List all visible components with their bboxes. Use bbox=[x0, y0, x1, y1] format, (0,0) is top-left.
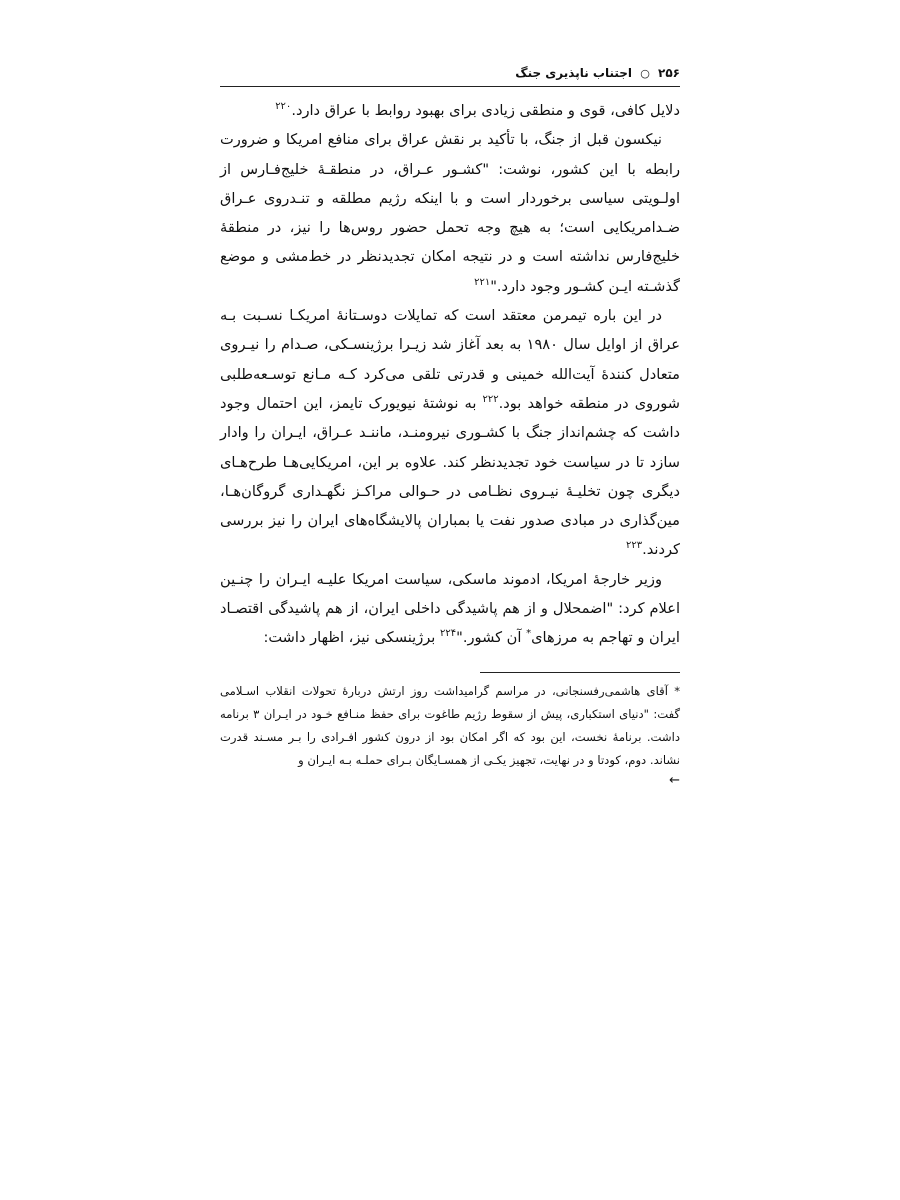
body-text bbox=[220, 96, 680, 653]
header-rule bbox=[220, 86, 680, 87]
footnote bbox=[220, 680, 680, 790]
header-separator-icon: ○ bbox=[640, 67, 650, 80]
footnote-reference: ۲۲۴ bbox=[440, 628, 457, 640]
footnote-asterisk: * bbox=[526, 628, 532, 640]
paragraph-1: دلایل کافی، قوی و منطقی زیادی برای بهبود روابط با عراق دارد.$^{۲۲۰}$ bbox=[275, 101, 680, 119]
footnote-reference: ۲۲۲ bbox=[482, 393, 499, 405]
footnote-text: * آقای هاشمی‌رفسنجانی، در مراسم گرامیداشت روز ارتش دربارهٔ تحولات انقلاب اسـلامی گفت: "دنیای استکباری، پیش از سقوط رژیم طاغوت برای حفظ منـافع خـود در ایـران ۳ برنامه داشت. برنامهٔ نخست، این بود که اگر امکان بود از درون کشور افـرادی را بـر مسـند قدرت نشاند. دوم، کودتا و در نهایت، تجهیز یکـی از همسـایگان بـرای حملـه بـه ایـران و bbox=[220, 684, 680, 767]
paragraph-2: نیکسون قبل از جنگ، با تأکید بر نقش عراق برای منافع امریکا و ضرورت رابطه با این کشور، نوشت: "کشـور عـراق، در منطقـهٔ خلیج‌فـارس از اولـویتی سیاسی برخوردار است و با اینکه رژیم مطلقه و تنـدروی عـراق ضـدامریکایی است؛ به هیچ وجه تحمل حضور روس‌ها را نیز، در منطقهٔ خلیج‌فارس نداشته است و در نتیجه امکان تجدیدنظر در خط‌مشی و موضع گذشـته ایـن کشـور وجود دارد."$^{۲۲۱}$ bbox=[220, 131, 680, 295]
running-title: اجتناب ناپذیری جنگ bbox=[515, 66, 633, 80]
page-number: ۲۵۶ bbox=[658, 66, 680, 80]
running-header bbox=[220, 66, 680, 80]
footnote-reference: ۲۲۰ bbox=[275, 101, 292, 112]
continue-arrow-icon: ← bbox=[669, 773, 680, 788]
footnote-rule bbox=[480, 672, 680, 673]
footnote-reference: ۲۲۱ bbox=[474, 276, 491, 288]
paragraph-3: در این باره تیمرمن معتقد است که تمایلات دوسـتانهٔ امریکـا نسـبت بـه عراق از اوایل سال ۱۹۸۰ به بعد آغاز شد زیـرا برژینسـکی، صـدام را نیـروی متعادل کنندهٔ آیت‌الله خمینی و قدرتی تلقی می‌کرد کـه مـانع توسـعه‌طلبی شوروی در منطقه خواهد بود.$^{۲۲۲}$ به نوشتهٔ نیویورک تایمز، این احتمال وجود داشت که چشم‌انداز جنگ با کشـوری نیرومنـد، ماننـد عـراق، ایـران را وادار سازد تا در سیاست خود تجدیدنظر کند. علاوه بر این، امریکایی‌هـا طرح‌هـای دیگری چون تخلیـهٔ نیـروی نظـامی در حـوالی مراکـز نگهـداری گروگان‌هـا، مین‌گذاری در مبادی صدور نفت یا بمباران پالایشگاه‌های ایران را نیز بررسی کردند.$^{۲۲۳}$ bbox=[220, 307, 681, 559]
paragraph-4: وزیر خارجهٔ امریکا، ادموند ماسکی، سیاست امریکا علیـه ایـران را چنـین اعلام کرد: "اضمحلال و از هم پاشیدگی داخلی ایران، از هم پاشیدگی اقتصـاد ایران و تهاجم به مرزهای* آن کشور."$^{۲۲۴}$ برژینسکی نیز، اظهار داشت: bbox=[220, 570, 680, 647]
footnote-reference: ۲۲۳ bbox=[626, 540, 643, 552]
